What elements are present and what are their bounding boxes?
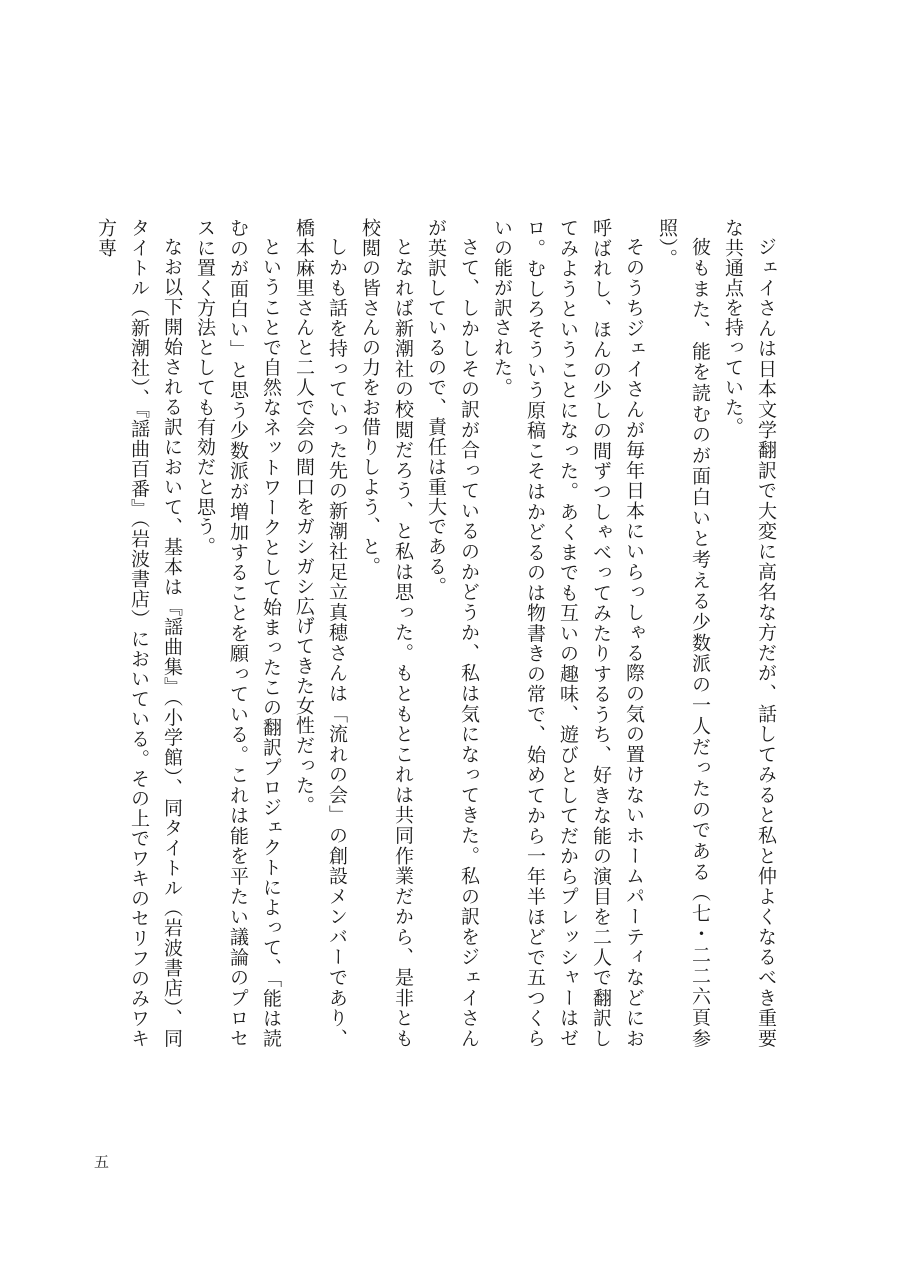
page-number: 五 [94, 1153, 110, 1171]
paragraph: しかも話を持っていった先の新潮社足立真穂さんは「流れの会」の創設メンバーであり、橋本麻里さんと二人で会の間口をガシガシ広げてきた女性だった。 [293, 218, 348, 1048]
paragraph: ということで自然なネットワークとして始まったこの翻訳プロジェクトによって、「能は読むのが面白い」と思う少数派が増加することを願っている。これは能を平たい議論のプロセスに置く方法としても有効だと思う。 [194, 218, 282, 1048]
paragraph: 彼もまた、能を読むのが面白いと考える少数派の一人だったのである（七・二二六頁参照）。 [656, 218, 711, 1048]
paragraph: ジェイさんは日本文学翻訳で大変に高名な方だが、話してみると私と仲よくなるべき重要な共通点を持っていた。 [722, 218, 777, 1048]
body-text [95, 218, 782, 1048]
paragraph: そのうちジェイさんが毎年日本にいらっしゃる際の気の置けないホームパーティなどにお呼ばれし、ほんの少しの間ずつしゃべってみたりするうち、好きな能の演目を二人で翻訳してみようということになった。あくまでも互いの趣味、遊びとしてだからプレッシャーはゼロ。むしろそういう原稿こそはかどるのは物書きの常で、始めてから一年半ほどで五つくらいの能が訳された。 [491, 218, 645, 1048]
paragraph: なお以下開始される訳において、基本は『謡曲集』（小学館）、同タイトル（岩波書店）、同タイトル（新潮社）、『謡曲百番』（岩波書店）においている。その上でワキのセリフのみワキ方専 [95, 218, 183, 1048]
paragraph: さて、しかしその訳が合っているのかどうか、私は気になってきた。私の訳をジェイさんが英訳しているので、責任は重大である。 [425, 218, 480, 1048]
paragraph: となれば新潮社の校閲だろう、と私は思った。もともとこれは共同作業だから、是非とも校閲の皆さんの力をお借りしよう、と。 [359, 218, 414, 1048]
